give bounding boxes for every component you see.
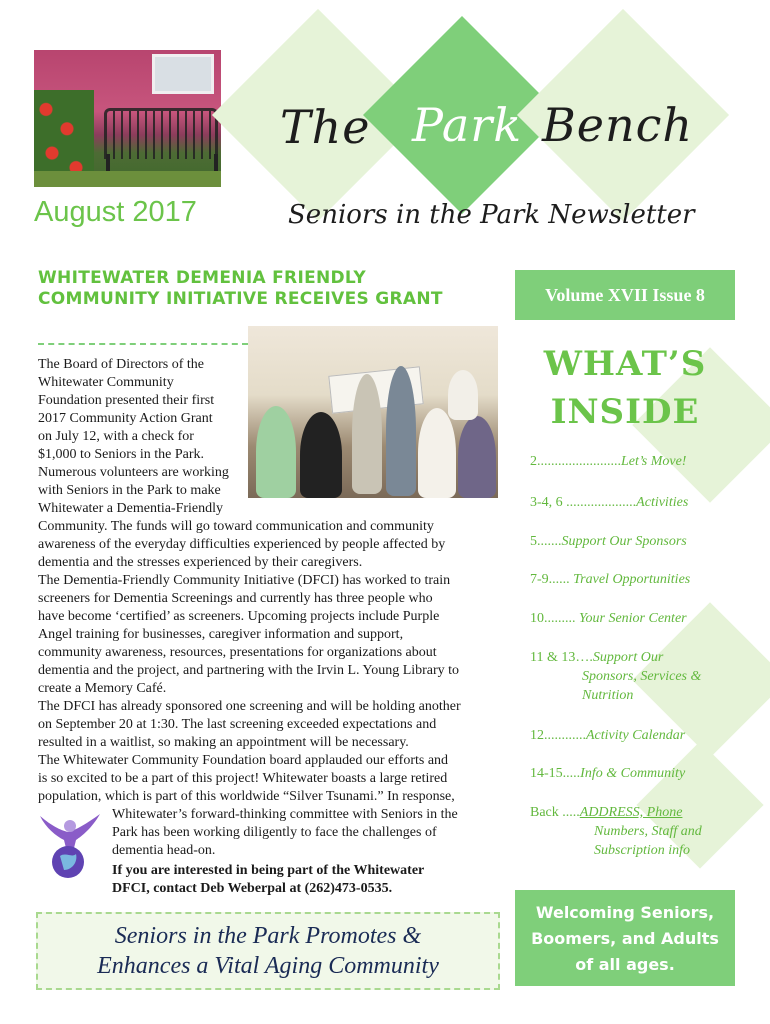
masthead-title-the: The (280, 100, 371, 154)
article-line: The Whitewater Community Foundation board applauded our efforts and (38, 753, 449, 768)
toc-item-activities[interactable] (530, 493, 740, 512)
toc-page: 14-15..... (530, 766, 581, 781)
article-line: is so excited to be a part of this project! Whitewater boasts a large retired (38, 771, 448, 786)
toc-label-cont: Sponsors, Services & (582, 669, 702, 684)
article-line: The DFCI has already sponsored one screening and will be holding another (38, 699, 461, 714)
article-line: The Dementia-Friendly Community Initiative (DFCI) has worked to train (38, 573, 451, 588)
toc-item-sponsors[interactable] (530, 532, 740, 551)
article-line: on September 20 at 1:30. The last screening exceeded expectations and (38, 717, 437, 732)
article-line: dementia and the project, and partnering with the Irvin L. Young Library to (38, 663, 460, 678)
article-line: population, which is part of this worldwide “Silver Tsunami.” In response, (38, 789, 455, 804)
article-line: 2017 Community Action Grant (38, 411, 213, 426)
inside-line: INSIDE (550, 392, 700, 432)
toc-label: Activity Calendar (586, 728, 686, 743)
toc-item-calendar[interactable] (530, 726, 740, 745)
article-line: with Seniors in the Park to make (38, 483, 221, 498)
toc-page: 2........................ (530, 454, 621, 469)
article-line: $1,000 to Seniors in the Park. (38, 447, 205, 462)
toc-page: 11 & 13…. (530, 650, 593, 665)
toc-label: Support Our Sponsors (561, 534, 687, 549)
promo-line-1: Seniors in the Park Promotes & (114, 923, 422, 949)
contact-line: DFCI, contact Deb Weberpal at (262)473-0535. (112, 881, 393, 896)
article-line: dementia head-on. (112, 843, 216, 858)
toc-page: 10......... (530, 611, 579, 626)
article-line: Whitewater’s forward-thinking committee with Seniors in the (112, 807, 458, 822)
promo-line-2: Enhances a Vital Aging Community (97, 953, 439, 979)
toc-label: ADDRESS, Phone (579, 805, 683, 820)
masthead-title-bench: Bench (542, 98, 694, 152)
article-line: Angel training for businesses, caregiver information and support, (38, 627, 404, 642)
article-line: The Board of Directors of the (38, 357, 204, 372)
purple-angel-logo-icon (38, 808, 102, 880)
article-headline: WHITEWATER DEMENIA FRIENDLY COMMUNITY INITIATIVE RECEIVES GRANT (38, 268, 443, 309)
welcome-line: of all ages. (575, 955, 675, 974)
article-line: Park has been working diligently to face the challenges of (112, 825, 437, 840)
article-line: screeners for Dementia Screenings and currently has three people who (38, 591, 433, 606)
article-line: Whitewater a Dementia-Friendly (38, 501, 224, 516)
whats-line: WHAT’S (543, 344, 707, 384)
welcome-box (515, 890, 735, 986)
toc-item-info-community[interactable] (530, 764, 740, 783)
toc-label: Support Our (592, 650, 664, 665)
article-line: Foundation presented their first (38, 393, 215, 408)
toc-label: Let’s Move! (621, 454, 687, 469)
toc-label: Activities (636, 495, 689, 510)
toc-label-cont: Nutrition (582, 688, 634, 703)
toc-label: Your Senior Center (579, 611, 687, 626)
article-line: Community. The funds will go toward communication and community (38, 519, 434, 534)
issue-date: August 2017 (34, 196, 197, 228)
toc-item-support-sponsors-services[interactable] (530, 648, 740, 705)
toc-item-travel[interactable] (530, 570, 740, 589)
article-line: Whitewater Community (38, 375, 174, 390)
grant-group-photo (248, 326, 498, 498)
contact-info (112, 862, 492, 898)
toc-item-senior-center[interactable] (530, 609, 740, 628)
promo-banner (36, 912, 500, 990)
toc-page: 3-4, 6 .................... (530, 495, 637, 510)
toc-page: 7-9...... (530, 572, 574, 587)
toc-page: 5....... (530, 534, 562, 549)
bench-photo (34, 50, 221, 187)
article-body-wide (38, 518, 498, 806)
toc-item-back-address[interactable] (530, 803, 740, 860)
article-line: have become ‘certified’ as screeners. Upcoming projects include Purple (38, 609, 440, 624)
masthead-title-park: Park (412, 98, 523, 152)
toc-label: Travel Opportunities (573, 572, 691, 587)
welcome-line: Boomers, and Adults (531, 929, 719, 948)
toc-label-cont: Numbers, Staff and (594, 824, 702, 839)
article-line: resulted in a waitlist, so making an appointment will be necessary. (38, 735, 409, 750)
whats-inside-heading (515, 340, 735, 436)
toc-page: 12............ (530, 728, 586, 743)
toc-label: Info & Community (580, 766, 686, 781)
masthead-subtitle: Seniors in the Park Newsletter (288, 200, 695, 230)
article-body-narrow (38, 356, 250, 518)
divider (38, 343, 248, 345)
toc-label-cont: Subscription info (594, 843, 691, 858)
volume-badge: Volume XVII Issue 8 (515, 270, 735, 320)
article-line: awareness of the everyday difficulties experienced by people affected by (38, 537, 446, 552)
article-body-indented (112, 806, 498, 860)
article-line: dementia and the stresses experienced by their caregivers. (38, 555, 363, 570)
toc-item-lets-move[interactable] (530, 452, 740, 471)
article-line: Numerous volunteers are working (38, 465, 229, 480)
article-line: create a Memory Café. (38, 681, 167, 696)
welcome-line: Welcoming Seniors, (535, 903, 715, 922)
article-line: community awareness, resources, presentations for organizations about (38, 645, 437, 660)
contact-line: If you are interested in being part of the Whitewater (112, 863, 425, 878)
toc-page: Back ..... (530, 805, 580, 820)
article-line: on July 12, with a check for (38, 429, 194, 444)
